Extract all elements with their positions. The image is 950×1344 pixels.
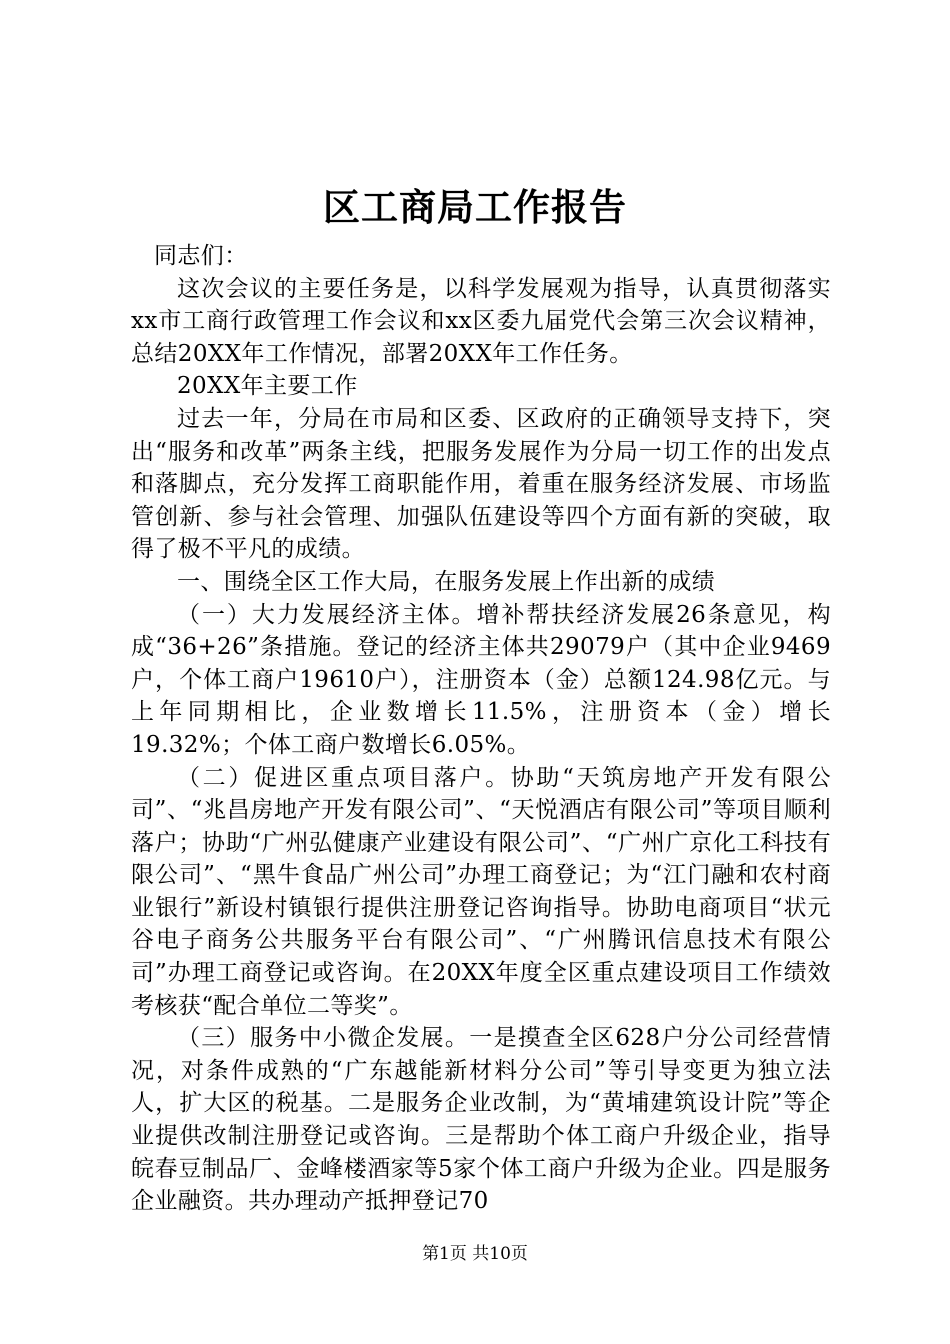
salutation: 同志们： [154,243,248,269]
document-body [131,240,831,1218]
paragraph-item-1: （一）大力发展经济主体。增补帮扶经济发展26条意见，构成“36+26”条措施。登记的经济主体共29079户（其中企业9469户，个体工商户19610户），注册资本（金）总额124.98亿元。与上年同期相比，企业数增长11.5%，注册资本（金）增长19.32%；个体工商户数增长6.05%。 [131,601,831,758]
paragraph-intro: 这次会议的主要任务是，以科学发展观为指导，认真贯彻落实xx市工商行政管理工作会议和xx区委九届党代会第三次会议精神，总结20XX年工作情况，部署20XX年工作任务。 [131,275,831,367]
page-indicator: 第1页 共10页 [422,1244,528,1264]
section-heading-one: 一、围绕全区工作大局，在服务发展上作出新的成绩 [177,568,716,595]
paragraph-item-3: （三）服务中小微企发展。一是摸查全区628户分公司经营情况，对条件成熟的“广东越能新材料分公司”等引导变更为独立法人，扩大区的税基。二是服务企业改制，为“黄埔建筑设计院”等企业提供改制注册登记或咨询。三是帮助个体工商户升级企业，指导皖春豆制品厂、金峰楼酒家等5家个体工商户升级为企业。四是服务企业融资。共办理动产抵押登记70 [131,1025,831,1215]
paragraph-item-2: （二）促进区重点项目落户。协助“天筑房地产开发有限公司”、“兆昌房地产开发有限公司”、“天悦酒店有限公司”等项目顺利落户；协助“广州弘健康产业建设有限公司”、“广州广京化工科技有限公司”、“黑牛食品广州公司”办理工商登记；为“江门融和农村商业银行”新设村镇银行提供注册登记咨询指导。协助电商项目“状元谷电子商务公共服务平台有限公司”、“广州腾讯信息技术有限公司”办理工商登记或咨询。在20XX年度全区重点建设项目工作绩效考核获“配合单位二等奖”。 [131,764,831,1019]
section-heading-main-work: 20XX年主要工作 [177,373,358,400]
paragraph-summary: 过去一年，分局在市局和区委、区政府的正确领导支持下，突出“服务和改革”两条主线，把服务发展作为分局一切工作的出发点和落脚点，充分发挥工商职能作用，着重在服务经济发展、市场监管创新、参与社会管理、加强队伍建设等四个方面有新的突破，取得了极不平凡的成绩。 [131,405,831,563]
document-title: 区工商局工作报告 [323,185,627,229]
